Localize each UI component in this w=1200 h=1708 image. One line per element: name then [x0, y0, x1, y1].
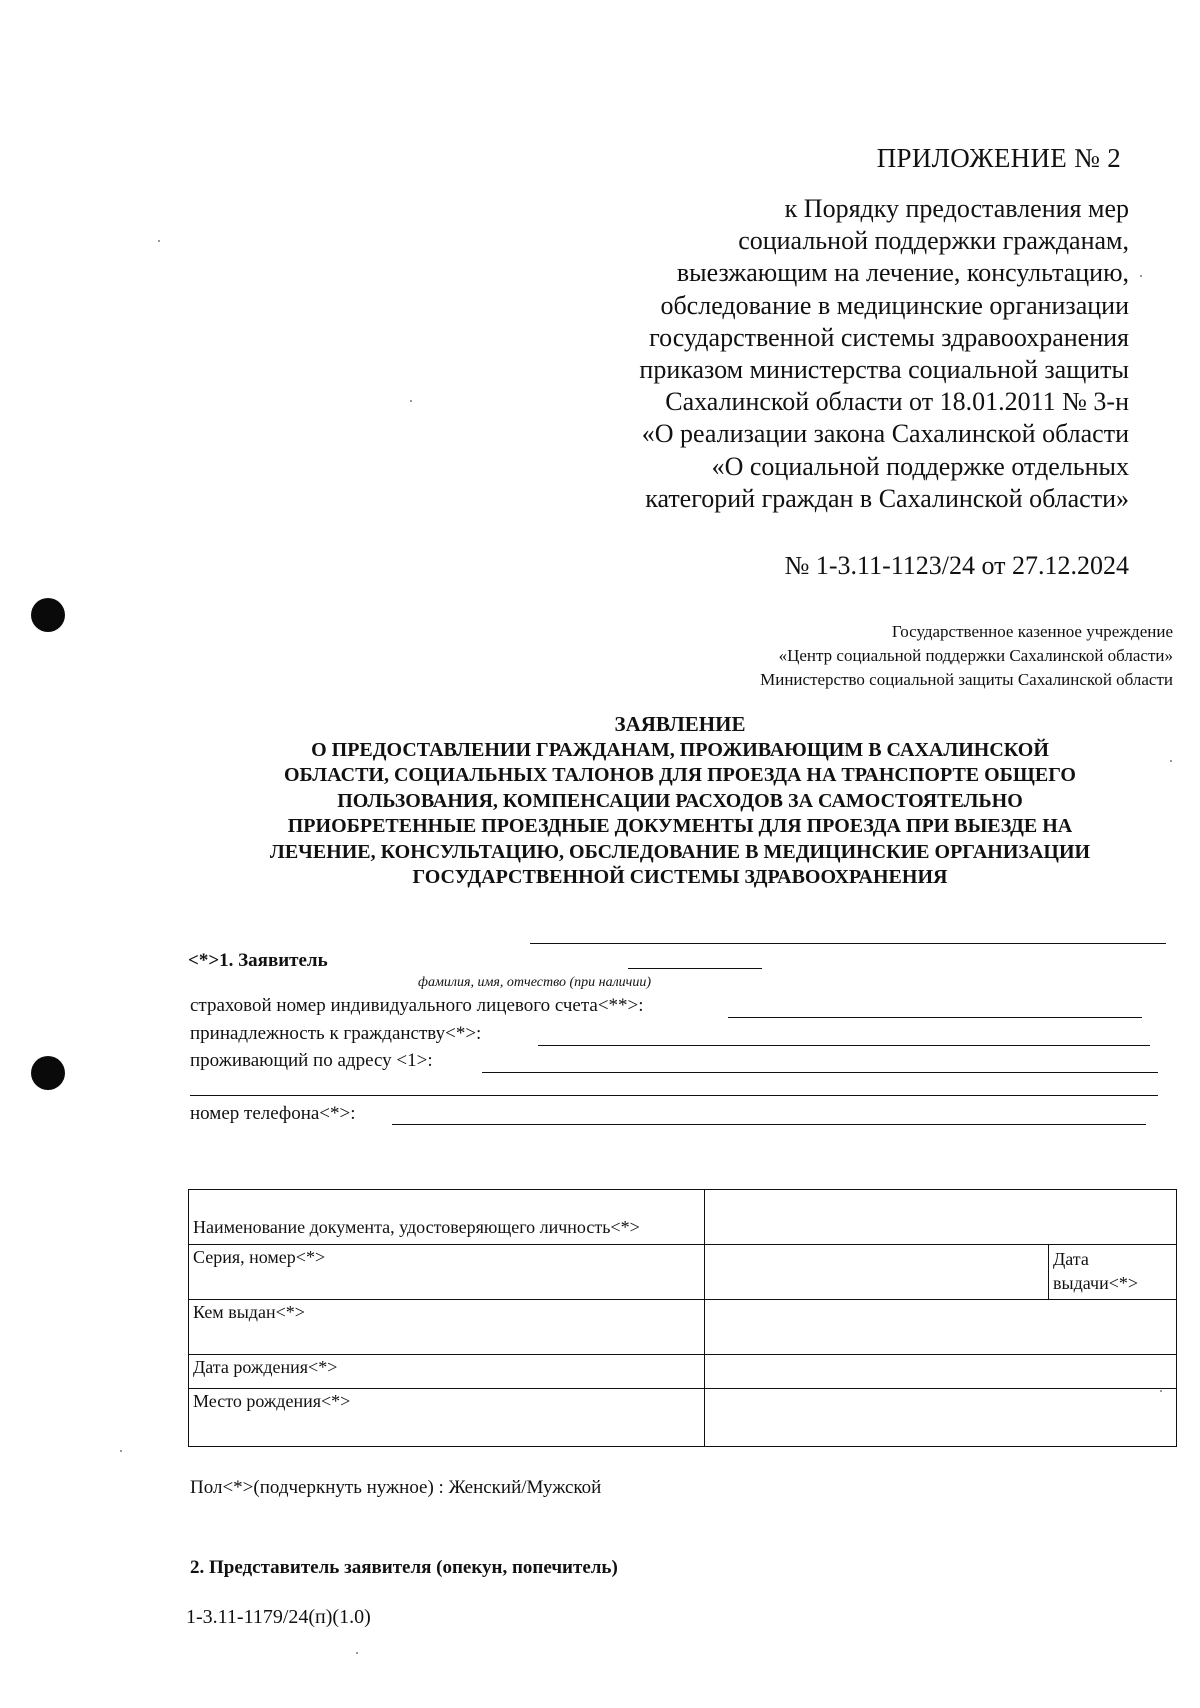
- document-code: 1-3.11-1179/24(п)(1.0): [186, 1606, 371, 1628]
- applicant-name-field[interactable]: [530, 943, 1166, 944]
- issue-date-label-2: выдачи<*>: [1053, 1273, 1139, 1293]
- appendix-line: Сахалинской области от 18.01.2011 № 3-н: [665, 387, 1129, 417]
- statement-line: ГОСУДАРСТВЕННОЙ СИСТЕМЫ ЗДРАВООХРАНЕНИЯ: [412, 866, 948, 888]
- scan-speck: [1140, 275, 1142, 277]
- gender-label[interactable]: Пол<*>(подчеркнуть нужное) : Женский/Мужской: [190, 1477, 602, 1498]
- appendix-line: категорий граждан в Сахалинской области»: [645, 483, 1129, 513]
- appendix-line: социальной поддержки гражданам,: [738, 226, 1129, 256]
- appendix-line: «О реализации закона Сахалинской области: [641, 419, 1129, 449]
- statement-line: ПРИОБРЕТЕННЫЕ ПРОЕЗДНЫЕ ДОКУМЕНТЫ ДЛЯ ПРОЕЗДА ПРИ ВЫЕЗДЕ НА: [287, 815, 1073, 837]
- series-label: Серия, номер<*>: [189, 1245, 705, 1300]
- birth-date-field[interactable]: [705, 1355, 1177, 1389]
- snils-label: страховой номер индивидуального лицевого счета<**>:: [190, 995, 644, 1016]
- issued-by-label: Кем выдан<*>: [189, 1300, 705, 1355]
- table-row: [189, 1389, 1177, 1447]
- scan-speck: [120, 1450, 122, 1452]
- name-underline-short: [628, 968, 762, 969]
- identity-document-table: [188, 1189, 1177, 1447]
- citizenship-label: принадлежность к гражданству<*>:: [190, 1023, 482, 1044]
- table-row: [189, 1300, 1177, 1355]
- birth-place-field[interactable]: [705, 1389, 1177, 1447]
- institution-block: [613, 620, 1173, 692]
- punch-hole: [31, 598, 65, 632]
- section2-heading: 2. Представитель заявителя (опекун, попечитель): [190, 1557, 618, 1578]
- appendix-line: выезжающим на лечение, консультацию,: [676, 258, 1129, 288]
- statement-title: ЗАЯВЛЕНИЕ: [614, 712, 746, 736]
- table-row: [189, 1355, 1177, 1389]
- birth-date-label: Дата рождения<*>: [189, 1355, 705, 1389]
- scan-speck: [1170, 760, 1172, 762]
- punch-hole: [31, 1056, 65, 1090]
- statement-line: ЛЕЧЕНИЕ, КОНСУЛЬТАЦИЮ, ОБСЛЕДОВАНИЕ В МЕДИЦИНСКИЕ ОРГАНИЗАЦИИ: [269, 840, 1091, 863]
- name-caption: фамилия, имя, отчество (при наличии): [418, 975, 652, 990]
- scan-speck: [356, 1652, 358, 1654]
- statement-heading: [220, 712, 1140, 891]
- scan-speck: [1160, 1390, 1162, 1392]
- appendix-line: приказом министерства социальной защиты: [639, 355, 1129, 385]
- issue-date-label: Дата: [1053, 1249, 1089, 1269]
- table-row: [189, 1245, 1177, 1300]
- address-label: проживающий по адресу <1>:: [190, 1050, 433, 1071]
- institution-line: Министерство социальной защиты Сахалинской области: [760, 670, 1173, 689]
- appendix-line: обследование в медицинские организации: [660, 290, 1129, 320]
- snils-field[interactable]: [728, 1017, 1142, 1018]
- applicant-section-label: <*>1. Заявитель: [188, 950, 328, 971]
- scan-speck: [158, 240, 160, 242]
- appendix-body: [569, 193, 1129, 515]
- issued-by-field[interactable]: [705, 1300, 1177, 1355]
- doc-name-field[interactable]: [705, 1190, 1177, 1245]
- table-row: [189, 1190, 1177, 1245]
- appendix-title: ПРИЛОЖЕНИЕ № 2: [876, 143, 1121, 173]
- address-field[interactable]: [482, 1072, 1158, 1073]
- appendix-line: «О социальной поддержке отдельных: [711, 451, 1129, 481]
- statement-line: О ПРЕДОСТАВЛЕНИИ ГРАЖДАНАМ, ПРОЖИВАЮЩИМ В САХАЛИНСКОЙ: [311, 738, 1049, 761]
- issue-date-cell[interactable]: [1049, 1245, 1177, 1300]
- statement-line: ПОЛЬЗОВАНИЯ, КОМПЕНСАЦИИ РАСХОДОВ ЗА САМОСТОЯТЕЛЬНО: [337, 789, 1023, 812]
- appendix-line: государственной системы здравоохранения: [649, 322, 1129, 352]
- appendix-number: № 1-3.11-1123/24 от 27.12.2024: [784, 551, 1129, 580]
- appendix-line: к Порядку предоставления мер: [784, 194, 1129, 223]
- birth-place-label: Место рождения<*>: [189, 1389, 705, 1447]
- phone-label: номер телефона<*>:: [190, 1103, 356, 1124]
- citizenship-field[interactable]: [538, 1045, 1150, 1046]
- statement-line: ОБЛАСТИ, СОЦИАЛЬНЫХ ТАЛОНОВ ДЛЯ ПРОЕЗДА НА ТРАНСПОРТЕ ОБЩЕГО: [284, 764, 1076, 786]
- scan-speck: [410, 400, 412, 402]
- institution-line: Государственное казенное учреждение: [891, 622, 1173, 641]
- address-field-line2[interactable]: [190, 1095, 1158, 1096]
- institution-line: «Центр социальной поддержки Сахалинской области»: [778, 646, 1173, 665]
- doc-name-label: Наименование документа, удостоверяющего личность<*>: [189, 1190, 705, 1245]
- phone-field[interactable]: [392, 1124, 1146, 1125]
- series-field[interactable]: [705, 1245, 1049, 1300]
